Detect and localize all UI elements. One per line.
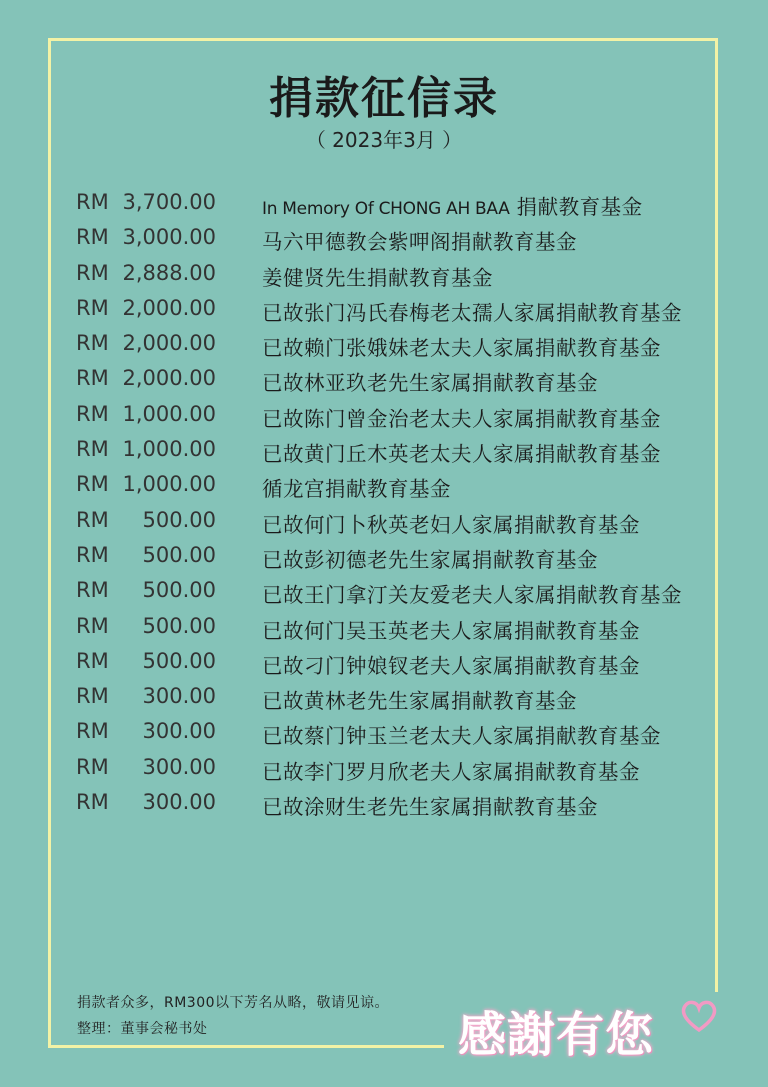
heart-icon — [679, 996, 719, 1036]
currency-label: RM — [76, 613, 109, 638]
donation-row — [0, 225, 768, 260]
donor-chinese-text: 已故张门冯氏春梅老太孺人家属捐献教育基金 — [262, 300, 682, 325]
donor-chinese-text: 已故彭初德老先生家属捐献教育基金 — [262, 547, 598, 572]
donor-description — [262, 649, 640, 679]
donor-chinese-text: 马六甲德教会紫呷阁捐献教育基金 — [262, 230, 577, 255]
donor-description — [262, 472, 451, 502]
organizer-text: 整理：董事会秘书处 — [77, 1021, 208, 1037]
donation-row — [0, 578, 768, 613]
donation-amount: 300.00 — [142, 719, 216, 744]
donor-chinese-text: 已故黄门丘木英老太夫人家属捐献教育基金 — [262, 442, 661, 467]
currency-label: RM — [76, 790, 109, 815]
currency-label: RM — [76, 260, 109, 285]
donor-chinese-text: 已故刁门钟娘钗老夫人家属捐献教育基金 — [262, 653, 640, 678]
currency-label: RM — [76, 366, 109, 391]
currency-label: RM — [76, 507, 109, 532]
donation-row — [0, 402, 768, 437]
donor-chinese-text: 姜健贤先生捐献教育基金 — [262, 265, 493, 290]
donation-amount: 300.00 — [142, 790, 216, 815]
donor-chinese-text: 已故何门卜秋英老妇人家属捐献教育基金 — [262, 512, 640, 537]
donor-description — [262, 190, 643, 220]
thanks-badge — [444, 992, 726, 1062]
donation-row — [0, 261, 768, 296]
donation-row — [0, 508, 768, 543]
currency-label: RM — [76, 437, 109, 462]
donation-amount: 300.00 — [142, 684, 216, 709]
donation-row — [0, 190, 768, 225]
currency-label: RM — [76, 401, 109, 426]
donation-amount: 1,000.00 — [122, 472, 216, 497]
currency-label: RM — [76, 331, 109, 356]
donation-amount: 2,888.00 — [122, 260, 216, 285]
donation-amount: 2,000.00 — [122, 295, 216, 320]
donor-description — [262, 508, 640, 538]
period-subtitle: （ 2023年3月 ） — [305, 128, 463, 152]
donation-row — [0, 684, 768, 719]
donor-chinese-text: 已故林亚玖老先生家属捐献教育基金 — [262, 371, 598, 396]
donation-amount: 500.00 — [142, 648, 216, 673]
donation-row — [0, 331, 768, 366]
donation-row — [0, 719, 768, 754]
donation-row — [0, 790, 768, 825]
donation-amount: 2,000.00 — [122, 331, 216, 356]
donor-chinese-text: 已故李门罗月欣老夫人家属捐献教育基金 — [262, 759, 640, 784]
donation-row — [0, 366, 768, 401]
donor-description — [262, 578, 682, 608]
donation-row — [0, 649, 768, 684]
donation-row — [0, 472, 768, 507]
donation-amount: 500.00 — [142, 542, 216, 567]
page-title: 捐款征信录 — [269, 73, 499, 124]
donor-description — [262, 684, 577, 714]
donor-description — [262, 437, 661, 467]
donor-chinese-text: 捐献教育基金 — [509, 195, 643, 219]
currency-label: RM — [76, 754, 109, 779]
donor-description — [262, 755, 640, 785]
donation-amount: 500.00 — [142, 613, 216, 638]
donor-description — [262, 366, 598, 396]
donation-amount: 500.00 — [142, 507, 216, 532]
donor-description — [262, 719, 661, 749]
currency-label: RM — [76, 225, 109, 250]
donation-row — [0, 614, 768, 649]
donor-description — [262, 261, 493, 291]
donor-description — [262, 402, 661, 432]
donation-row — [0, 755, 768, 790]
currency-label: RM — [76, 719, 109, 744]
donation-amount: 2,000.00 — [122, 366, 216, 391]
donor-description — [262, 225, 577, 255]
donor-english-name: In Memory Of CHONG AH BAA — [262, 199, 510, 219]
donor-chinese-text: 已故赖门张娥妹老太夫人家属捐献教育基金 — [262, 336, 661, 361]
currency-label: RM — [76, 542, 109, 567]
donation-row — [0, 437, 768, 472]
donation-amount: 3,700.00 — [122, 190, 216, 214]
thanks-text: 感謝有您 — [458, 1007, 655, 1063]
donation-amount: 1,000.00 — [122, 437, 216, 462]
currency-label: RM — [76, 295, 109, 320]
donation-amount: 300.00 — [142, 754, 216, 779]
donor-description — [262, 614, 640, 644]
donor-chinese-text: 已故黄林老先生家属捐献教育基金 — [262, 689, 577, 714]
donor-chinese-text: 已故王门拿汀关友爱老夫人家属捐献教育基金 — [262, 583, 682, 608]
currency-label: RM — [76, 472, 109, 497]
donor-chinese-text: 已故陈门曾金治老太夫人家属捐献教育基金 — [262, 406, 661, 431]
donation-amount: 1,000.00 — [122, 401, 216, 426]
currency-label: RM — [76, 648, 109, 673]
footnote-text: 捐款者众多，RM300以下芳名从略，敬请见谅。 — [77, 995, 390, 1011]
donation-row — [0, 543, 768, 578]
donor-description — [262, 331, 661, 361]
donation-row — [0, 296, 768, 331]
donor-chinese-text: 已故涂财生老先生家属捐献教育基金 — [262, 795, 598, 820]
donation-amount: 500.00 — [142, 578, 216, 603]
donor-chinese-text: 已故蔡门钟玉兰老太夫人家属捐献教育基金 — [262, 724, 661, 749]
donor-description — [262, 543, 598, 573]
donor-description — [262, 790, 598, 820]
currency-label: RM — [76, 684, 109, 709]
currency-label: RM — [76, 578, 109, 603]
currency-label: RM — [76, 190, 109, 214]
donation-list — [0, 190, 768, 825]
donation-amount: 3,000.00 — [122, 225, 216, 250]
donor-description — [262, 296, 682, 326]
donor-chinese-text: 循龙宫捐献教育基金 — [262, 477, 451, 502]
donor-chinese-text: 已故何门吴玉英老夫人家属捐献教育基金 — [262, 618, 640, 643]
